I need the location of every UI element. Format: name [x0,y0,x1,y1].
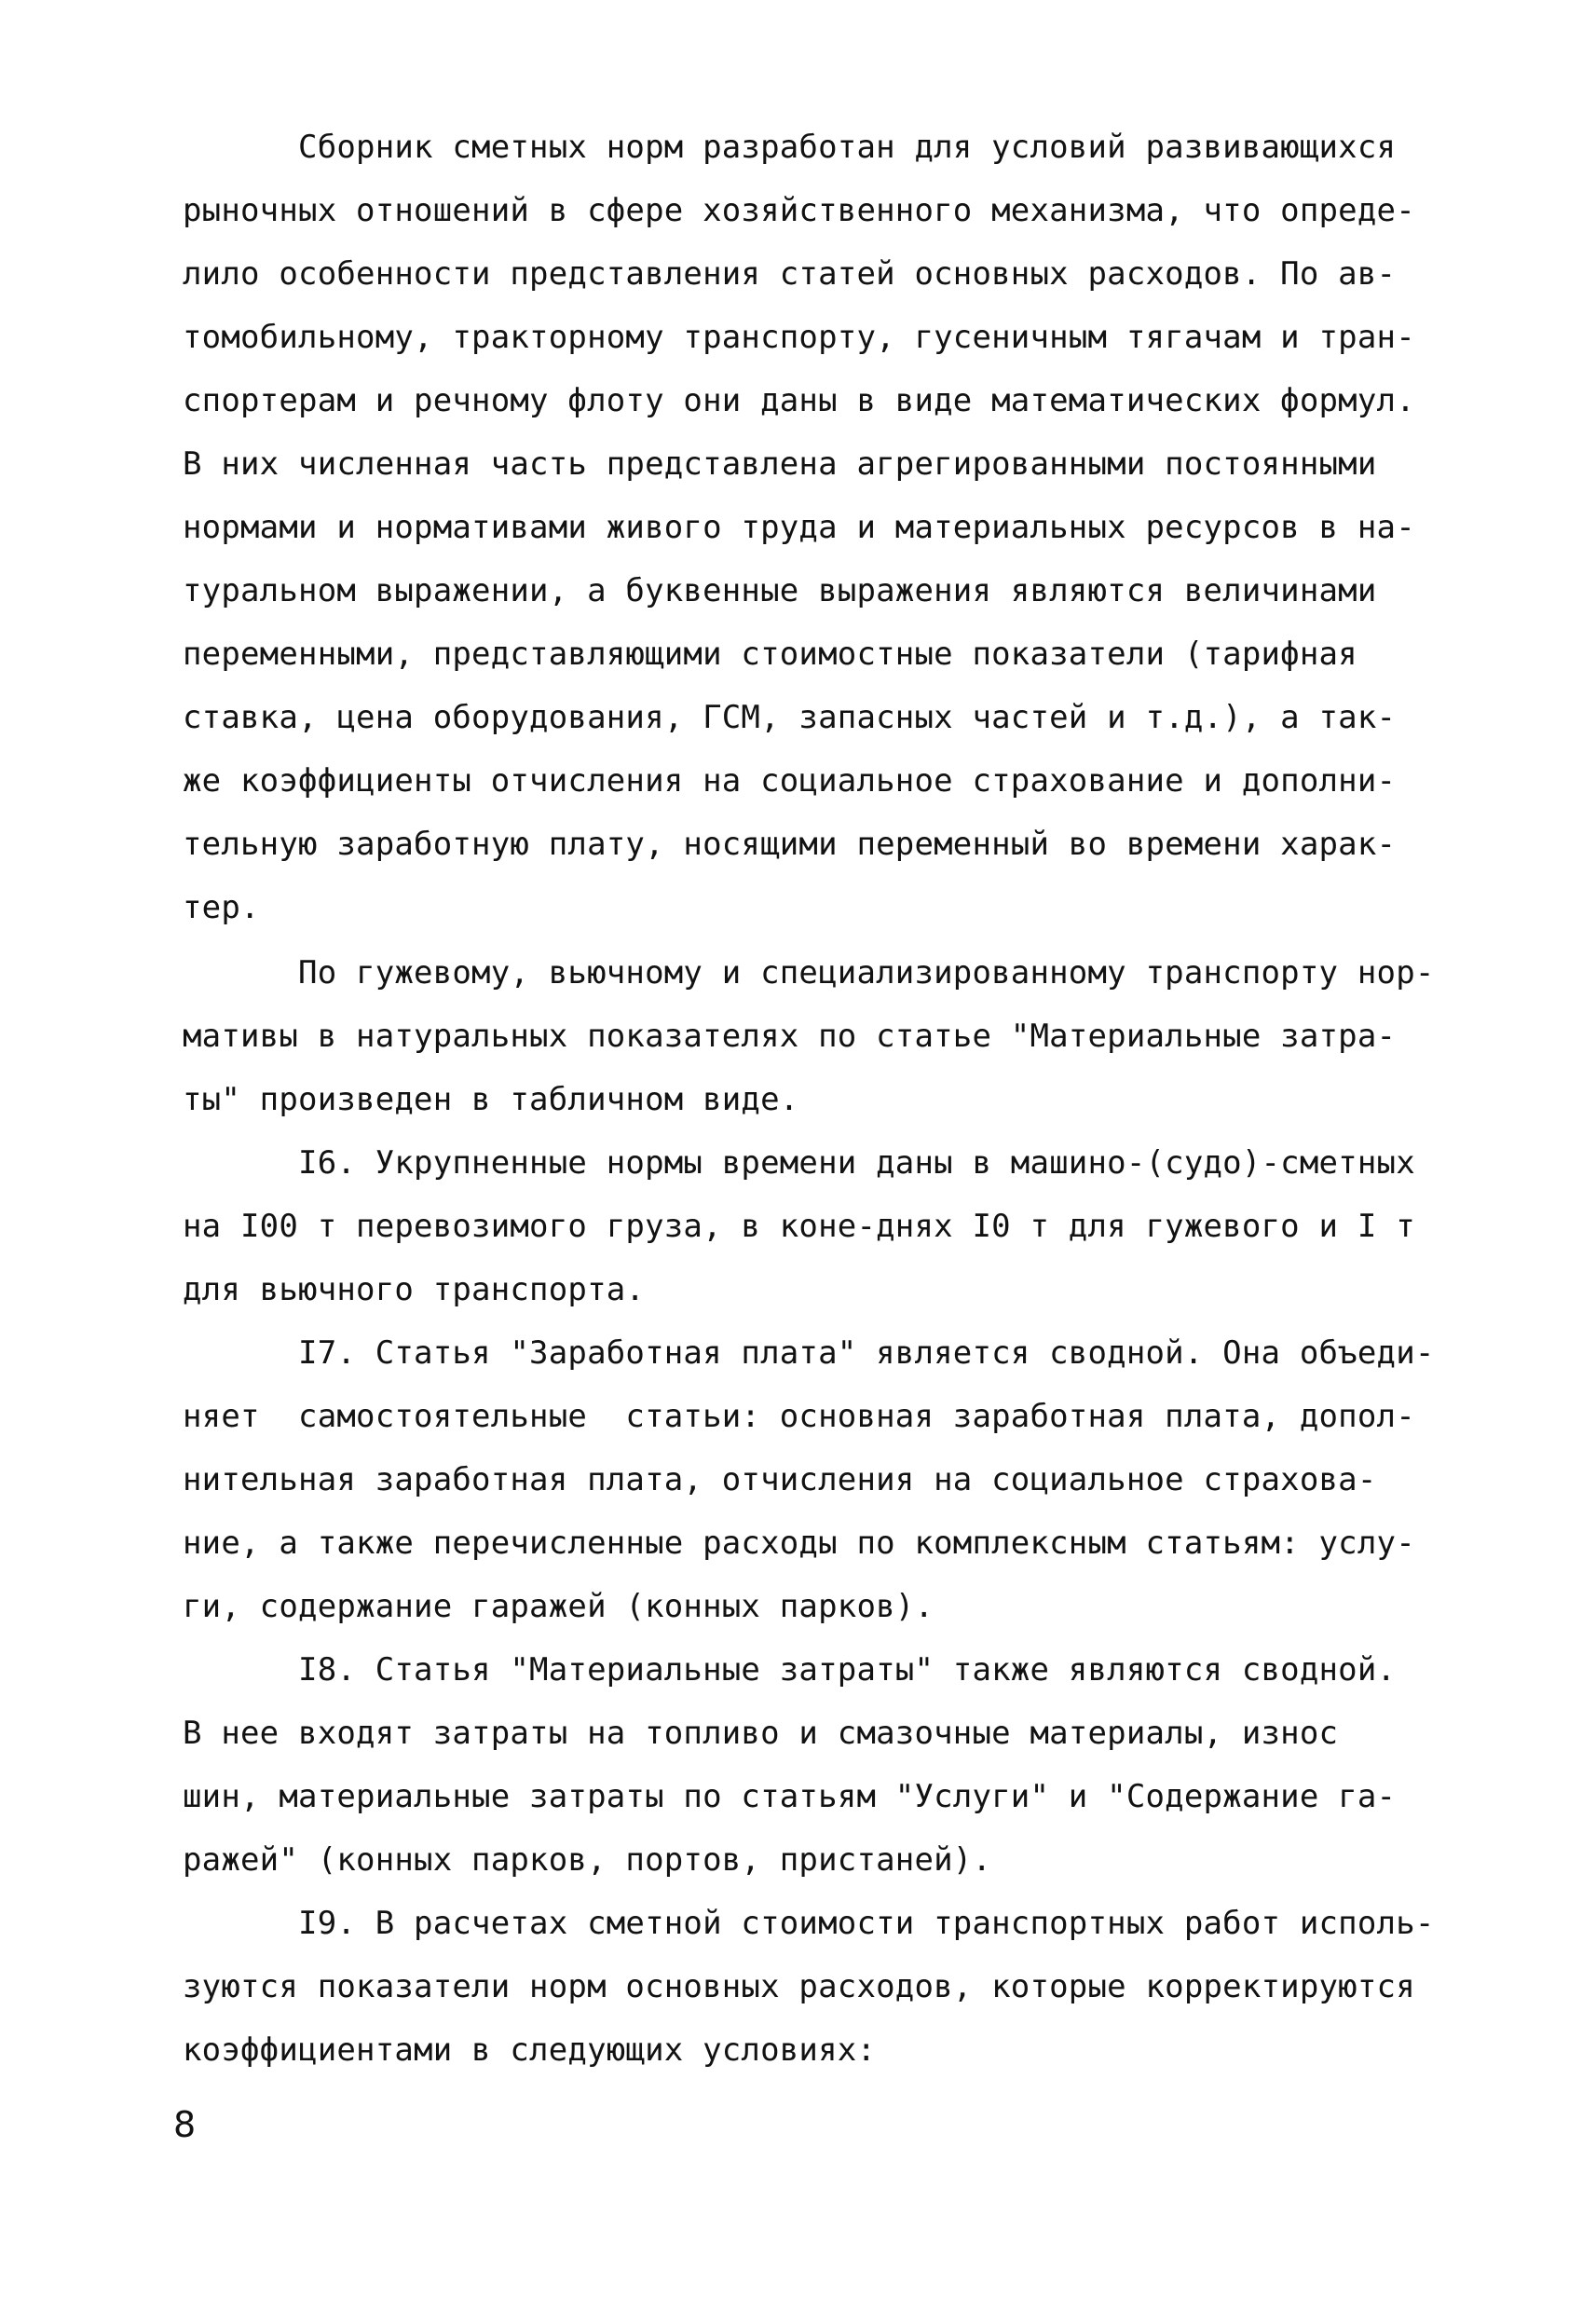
text-line: переменными, представляющими стоимостные показатели (тарифная [183,636,1357,673]
text-line: коэффициентами в следующих условиях: [183,2031,877,2069]
text-line: В них численная часть представлена агрегированными постоянными [183,445,1377,483]
text-line: тельную заработную плату, носящими переменный во времени харак- [183,826,1397,863]
text-line: ги, содержание гаражей (конных парков). [183,1588,934,1625]
text-line: рыночных отношений в сфере хозяйственного механизма, что опреде- [183,192,1415,229]
text-line: для вьючного транспорта. [183,1271,646,1308]
text-line: мативы в натуральных показателях по статье "Материальные затра- [183,1018,1397,1055]
text-line: ражей" (конных парков, портов, пристаней). [183,1841,992,1879]
text-line: нительная заработная плата, отчисления на социальное страхова- [183,1461,1377,1498]
text-line: ние, а также перечисленные расходы по комплексным статьям: услу- [183,1525,1415,1562]
text-line: I8. Статья "Материальные затраты" также являются сводной. [183,1651,1397,1689]
text-line: спортерам и речному флоту они даны в виде математических формул. [183,382,1415,419]
text-line: ставка, цена оборудования, ГСМ, запасных частей и т.д.), а так- [183,699,1397,736]
text-line: I9. В расчетах сметной стоимости транспортных работ исполь- [183,1905,1435,1942]
text-line: шин, материальные затраты по статьям "Услуги" и "Содержание га- [183,1778,1397,1815]
text-line: тер. [183,889,260,926]
text-line: нормами и нормативами живого труда и материальных ресурсов в на- [183,509,1415,546]
text-line: Сборник сметных норм разработан для условий развивающихся [183,129,1397,166]
text-line: зуются показатели норм основных расходов, которые корректируются [183,1968,1415,2005]
text-line: томобильному, тракторному транспорту, гусеничным тягачам и тран- [183,319,1415,356]
text-line: туральном выражении, а буквенные выражения являются величинами [183,572,1377,609]
text-line: на I00 т перевозимого груза, в коне-днях I0 т для гужевого и I т [183,1208,1415,1245]
page-number: 8 [173,2104,197,2145]
text-line: няет самостоятельные статьи: основная заработная плата, допол- [183,1398,1415,1435]
text-line: I7. Статья "Заработная плата" является сводной. Она объеди- [183,1334,1435,1372]
text-line: же коэффициенты отчисления на социальное страхование и дополни- [183,762,1397,800]
text-line: I6. Укрупненные нормы времени даны в машино-(судо)-сметных [183,1144,1415,1182]
text-line: ты" произведен в табличном виде. [183,1081,799,1118]
text-line: По гужевому, вьючному и специализированному транспорту нор- [183,954,1435,991]
text-line: В нее входят затраты на топливо и смазочные материалы, износ [183,1715,1339,1752]
text-line: лило особенности представления статей основных расходов. По ав- [183,255,1397,293]
